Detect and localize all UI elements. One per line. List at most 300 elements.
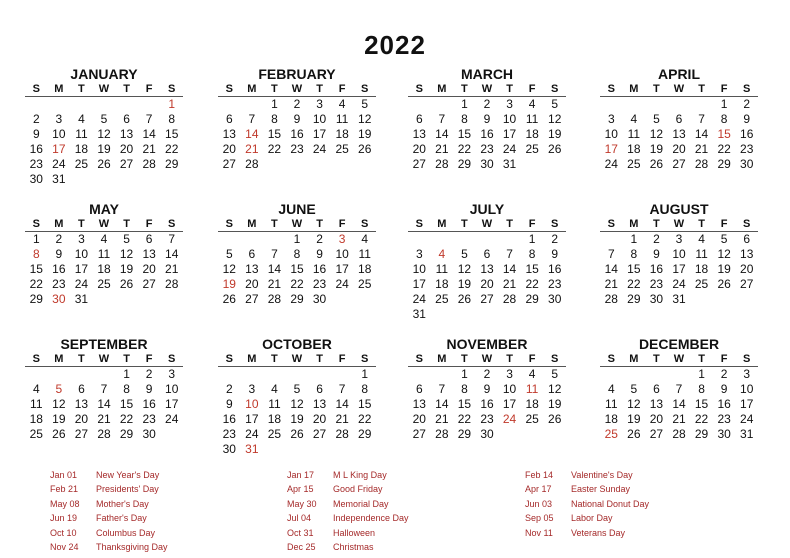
holiday-date: Feb 21 [50,484,79,495]
weekday-label: S [551,353,559,365]
holiday-row [525,482,649,496]
day-cell: 1 [720,97,728,111]
day-cell: 5 [630,382,638,396]
weekday-label: M [437,353,447,365]
day-cell: 10 [335,247,349,261]
day-grid [218,367,376,457]
day-cell: 23 [480,412,494,426]
day-cell: 21 [165,262,179,276]
day-cell: 24 [312,142,327,156]
day-cell-holiday: 11 [525,382,539,396]
day-cell: 18 [335,127,349,141]
day-blank [286,367,309,382]
day-cell: 23 [740,142,754,156]
day-cell: 7 [248,112,256,126]
day-cell: 1 [271,97,278,111]
weekday-label: S [225,218,233,230]
day-cell: 13 [222,127,236,141]
day-blank [668,97,691,112]
day-cell: 9 [55,247,63,261]
day-cell: 13 [312,397,327,411]
day-cell: 24 [604,157,618,171]
day-cell: 30 [740,157,754,171]
holiday-date: Oct 31 [287,527,314,538]
weekday-label: M [247,218,257,230]
day-cell-holiday: 25 [604,427,618,441]
weekday-header [408,217,566,232]
day-cell: 7 [271,247,278,261]
day-cell: 21 [694,142,709,156]
holiday-row [287,482,409,496]
weekday-label: T [271,353,278,365]
day-cell: 13 [74,397,89,411]
weekday-label: F [145,218,153,230]
day-cell: 23 [649,277,664,291]
holiday-name: Memorial Day [333,498,389,509]
weekday-label: T [506,83,513,95]
day-cell: 10 [502,112,517,126]
day-cell: 19 [548,127,562,141]
day-blank [218,97,241,112]
weekday-header [600,217,758,232]
weekday-label: S [168,218,176,230]
day-cell: 19 [548,397,562,411]
day-cell: 6 [78,382,85,396]
day-cell: 27 [142,277,156,291]
day-cell: 17 [74,262,89,276]
day-grid [25,367,183,442]
day-cell: 29 [457,427,472,441]
day-blank [408,232,431,247]
day-cell: 16 [312,262,327,276]
day-cell: 26 [222,292,236,306]
day-cell: 31 [74,292,89,306]
day-cell: 1 [528,232,536,246]
weekday-label: M [629,218,639,230]
day-cell: 2 [483,367,491,381]
weekday-label: T [461,83,468,95]
day-cell: 25 [525,142,539,156]
day-grid [600,232,758,307]
weekday-label: M [54,83,64,95]
day-blank [453,232,476,247]
weekday-label: T [698,353,705,365]
day-cell: 8 [293,247,301,261]
day-cell: 19 [290,412,304,426]
month-name: OCTOBER [262,336,332,352]
day-cell: 13 [412,127,426,141]
day-cell: 24 [502,142,517,156]
weekday-label: W [673,353,685,365]
day-cell: 10 [312,112,327,126]
day-cell: 27 [740,277,754,291]
holiday-name: National Donut Day [571,498,650,509]
day-cell: 13 [245,262,259,276]
day-cell: 1 [361,367,369,381]
day-cell: 5 [225,247,233,261]
day-cell: 18 [604,412,618,426]
day-cell: 17 [312,127,327,141]
month-june [218,201,376,307]
day-cell: 2 [145,367,153,381]
month-name: MARCH [460,66,514,82]
weekday-label: S [743,353,751,365]
day-cell: 27 [480,292,494,306]
day-cell: 15 [29,262,43,276]
month-february [218,66,376,172]
day-cell: 20 [142,262,156,276]
month-november [408,336,566,442]
day-cell: 25 [335,142,349,156]
weekday-label: W [291,353,303,365]
day-blank [48,367,71,382]
day-cell: 2 [225,382,233,396]
day-blank [408,97,431,112]
day-cell: 14 [142,127,156,141]
day-cell: 25 [358,277,372,291]
holiday-date: Dec 25 [287,542,316,553]
day-cell: 19 [119,262,134,276]
weekday-header [25,217,183,232]
day-cell: 18 [74,142,89,156]
day-blank [70,367,93,382]
day-cell: 7 [145,112,153,126]
day-cell: 23 [480,142,494,156]
day-cell: 9 [483,112,491,126]
day-cell: 12 [97,127,111,141]
day-cell: 19 [649,142,664,156]
day-blank [600,367,623,382]
day-cell: 16 [649,262,664,276]
day-cell: 8 [271,112,278,126]
day-blank [623,367,646,382]
day-cell: 8 [361,382,369,396]
month-name: JULY [469,201,505,217]
weekday-label: S [415,83,423,95]
day-cell: 15 [290,262,304,276]
day-cell: 13 [672,127,686,141]
day-cell: 13 [142,247,156,261]
day-cell: 4 [271,382,278,396]
day-cell: 2 [55,232,63,246]
day-cell: 16 [480,127,494,141]
day-cell: 14 [165,247,179,261]
day-cell: 17 [672,262,686,276]
day-cell: 18 [694,262,709,276]
day-cell: 3 [506,97,513,111]
day-cell-holiday: 24 [502,412,517,426]
weekday-label: S [415,218,423,230]
day-cell: 28 [267,292,282,306]
day-cell-holiday: 17 [604,142,618,156]
weekday-label: M [629,83,639,95]
day-cell-holiday: 5 [55,382,63,396]
day-cell: 24 [74,277,89,291]
weekday-label: T [271,83,278,95]
weekday-label: T [78,83,85,95]
day-cell: 10 [412,262,426,276]
day-cell: 22 [717,142,731,156]
holiday-date: Oct 10 [50,527,77,538]
day-cell: 29 [165,157,179,171]
day-cell: 31 [672,292,686,306]
day-cell: 16 [548,262,562,276]
day-cell: 20 [480,277,494,291]
day-cell: 8 [698,382,705,396]
day-cell: 6 [145,232,153,246]
day-cell: 6 [316,382,323,396]
day-blank [25,367,48,382]
day-cell: 27 [74,427,89,441]
weekday-label: S [168,353,176,365]
day-cell: 3 [675,232,683,246]
day-cell: 23 [548,277,562,291]
month-october [218,336,376,457]
weekday-label: S [607,83,615,95]
weekday-label: S [607,353,615,365]
month-name: AUGUST [649,201,709,217]
day-cell: 25 [74,157,89,171]
holiday-name: Easter Sunday [571,484,631,495]
day-cell: 19 [97,142,111,156]
day-cell: 9 [316,247,323,261]
day-cell: 16 [480,397,494,411]
weekday-header [218,82,376,97]
day-cell: 29 [627,292,641,306]
weekday-label: S [225,83,233,95]
day-cell: 11 [268,397,281,411]
day-blank [668,367,691,382]
weekday-label: T [78,353,85,365]
weekday-label: W [481,353,493,365]
day-cell: 4 [528,367,536,381]
day-grid [408,97,566,172]
month-august [600,201,758,307]
holiday-name: Thanksgiving Day [96,542,168,553]
day-cell: 4 [607,382,615,396]
day-cell: 11 [695,247,708,261]
day-cell: 2 [653,232,660,246]
day-cell: 1 [293,232,301,246]
day-cell: 23 [312,277,327,291]
day-cell: 5 [551,367,559,381]
day-cell: 13 [480,262,494,276]
day-cell: 15 [694,397,709,411]
holiday-date: Sep 05 [525,513,554,524]
day-cell: 21 [267,277,282,291]
holiday-row [50,511,168,525]
day-cell: 13 [412,397,426,411]
day-blank [498,232,521,247]
holiday-column [50,468,168,554]
weekday-label: T [316,218,323,230]
weekday-label: M [437,218,447,230]
month-name: NOVEMBER [446,336,528,352]
day-cell: 26 [52,427,66,441]
weekday-label: F [528,83,536,95]
weekday-label: T [698,83,705,95]
day-cell: 26 [97,157,111,171]
month-name: JUNE [278,201,316,217]
weekday-label: S [361,83,369,95]
day-cell: 6 [225,112,233,126]
day-cell: 18 [525,127,539,141]
day-cell: 16 [142,397,156,411]
day-blank [690,97,713,112]
day-cell: 20 [222,142,236,156]
day-blank [241,97,264,112]
day-cell: 22 [290,277,304,291]
day-cell: 10 [604,127,618,141]
holiday-date: Feb 14 [525,470,554,480]
day-cell: 19 [457,277,472,291]
day-cell: 20 [412,412,426,426]
day-cell: 15 [119,397,134,411]
weekday-label: S [32,353,40,365]
day-cell: 28 [335,427,349,441]
day-cell: 25 [435,292,449,306]
day-grid [408,232,566,322]
day-cell: 20 [119,142,134,156]
day-cell: 2 [293,97,301,111]
month-december [600,336,758,442]
day-cell: 25 [627,157,641,171]
weekday-label: S [743,218,751,230]
day-cell: 29 [525,292,539,306]
day-cell: 10 [52,127,66,141]
holiday-row [525,468,649,482]
weekday-label: W [673,218,685,230]
day-cell: 20 [74,412,89,426]
day-cell: 25 [97,277,111,291]
weekday-label: T [78,218,85,230]
day-cell: 28 [245,157,259,171]
day-cell-holiday: 31 [245,442,259,456]
holiday-column [287,468,409,554]
weekday-label: S [32,83,40,95]
day-cell: 4 [630,112,638,126]
holiday-row [287,497,409,511]
day-cell: 16 [717,397,731,411]
weekday-label: T [123,218,130,230]
day-cell: 4 [361,232,369,246]
day-cell: 8 [461,112,468,126]
day-cell: 3 [506,367,513,381]
day-grid [25,97,183,187]
day-cell: 23 [52,277,66,291]
month-name: JANUARY [70,66,138,82]
holiday-name: Christmas [333,542,374,553]
month-name: DECEMBER [638,336,720,352]
day-cell: 5 [720,232,728,246]
day-cell: 17 [740,397,754,411]
day-cell: 23 [29,157,43,171]
weekday-label: F [720,218,728,230]
day-cell: 29 [29,292,43,306]
day-cell: 3 [248,382,256,396]
day-cell: 10 [74,247,89,261]
day-cell: 27 [649,427,664,441]
day-cell: 8 [123,382,130,396]
weekday-label: S [361,218,369,230]
day-cell: 14 [672,397,686,411]
day-cell: 9 [720,382,728,396]
weekday-header [218,352,376,367]
day-cell: 28 [165,277,179,291]
weekday-label: M [54,353,64,365]
day-cell: 9 [293,112,301,126]
weekday-label: M [629,353,639,365]
weekday-header [25,82,183,97]
day-cell: 25 [267,427,282,441]
weekday-label: W [98,353,110,365]
day-cell: 1 [461,97,468,111]
day-cell: 7 [698,112,705,126]
holiday-row [525,497,649,511]
day-cell: 19 [627,412,641,426]
day-cell: 18 [525,397,539,411]
holiday-list [0,468,790,558]
day-cell: 20 [649,412,664,426]
day-cell: 28 [604,292,618,306]
month-september [25,336,183,442]
day-cell: 21 [502,277,517,291]
day-cell: 7 [100,382,108,396]
day-cell: 30 [480,157,494,171]
weekday-label: S [361,353,369,365]
day-cell: 13 [119,127,134,141]
day-cell: 15 [627,262,641,276]
day-cell: 22 [694,412,709,426]
day-cell: 6 [123,112,130,126]
month-march [408,66,566,172]
day-cell-holiday: 15 [717,127,731,141]
day-cell: 20 [245,277,259,291]
day-cell: 9 [483,382,491,396]
day-cell: 10 [165,382,179,396]
day-cell: 2 [32,112,40,126]
day-cell: 30 [649,292,664,306]
day-cell: 7 [438,112,446,126]
day-cell: 22 [29,277,43,291]
day-cell: 20 [672,142,686,156]
day-cell: 5 [293,382,301,396]
day-cell: 24 [165,412,179,426]
day-cell: 27 [119,157,134,171]
day-cell: 22 [627,277,641,291]
day-grid [218,232,376,307]
weekday-label: T [271,218,278,230]
day-cell: 16 [52,262,66,276]
holiday-row [50,482,168,496]
day-cell: 26 [627,427,641,441]
day-cell: 2 [743,97,751,111]
day-cell: 11 [358,247,371,261]
day-cell: 13 [649,397,664,411]
holiday-name: Independence Day [333,513,409,524]
day-cell: 5 [123,232,130,246]
day-blank [70,97,93,112]
holiday-name: M L King Day [333,470,387,480]
day-cell: 12 [548,112,562,126]
day-cell: 8 [630,247,638,261]
day-cell: 7 [438,382,446,396]
weekday-label: W [98,218,110,230]
weekday-label: M [247,83,257,95]
day-cell: 19 [52,412,66,426]
holiday-name: New Year's Day [96,470,160,480]
day-cell: 30 [312,292,327,306]
